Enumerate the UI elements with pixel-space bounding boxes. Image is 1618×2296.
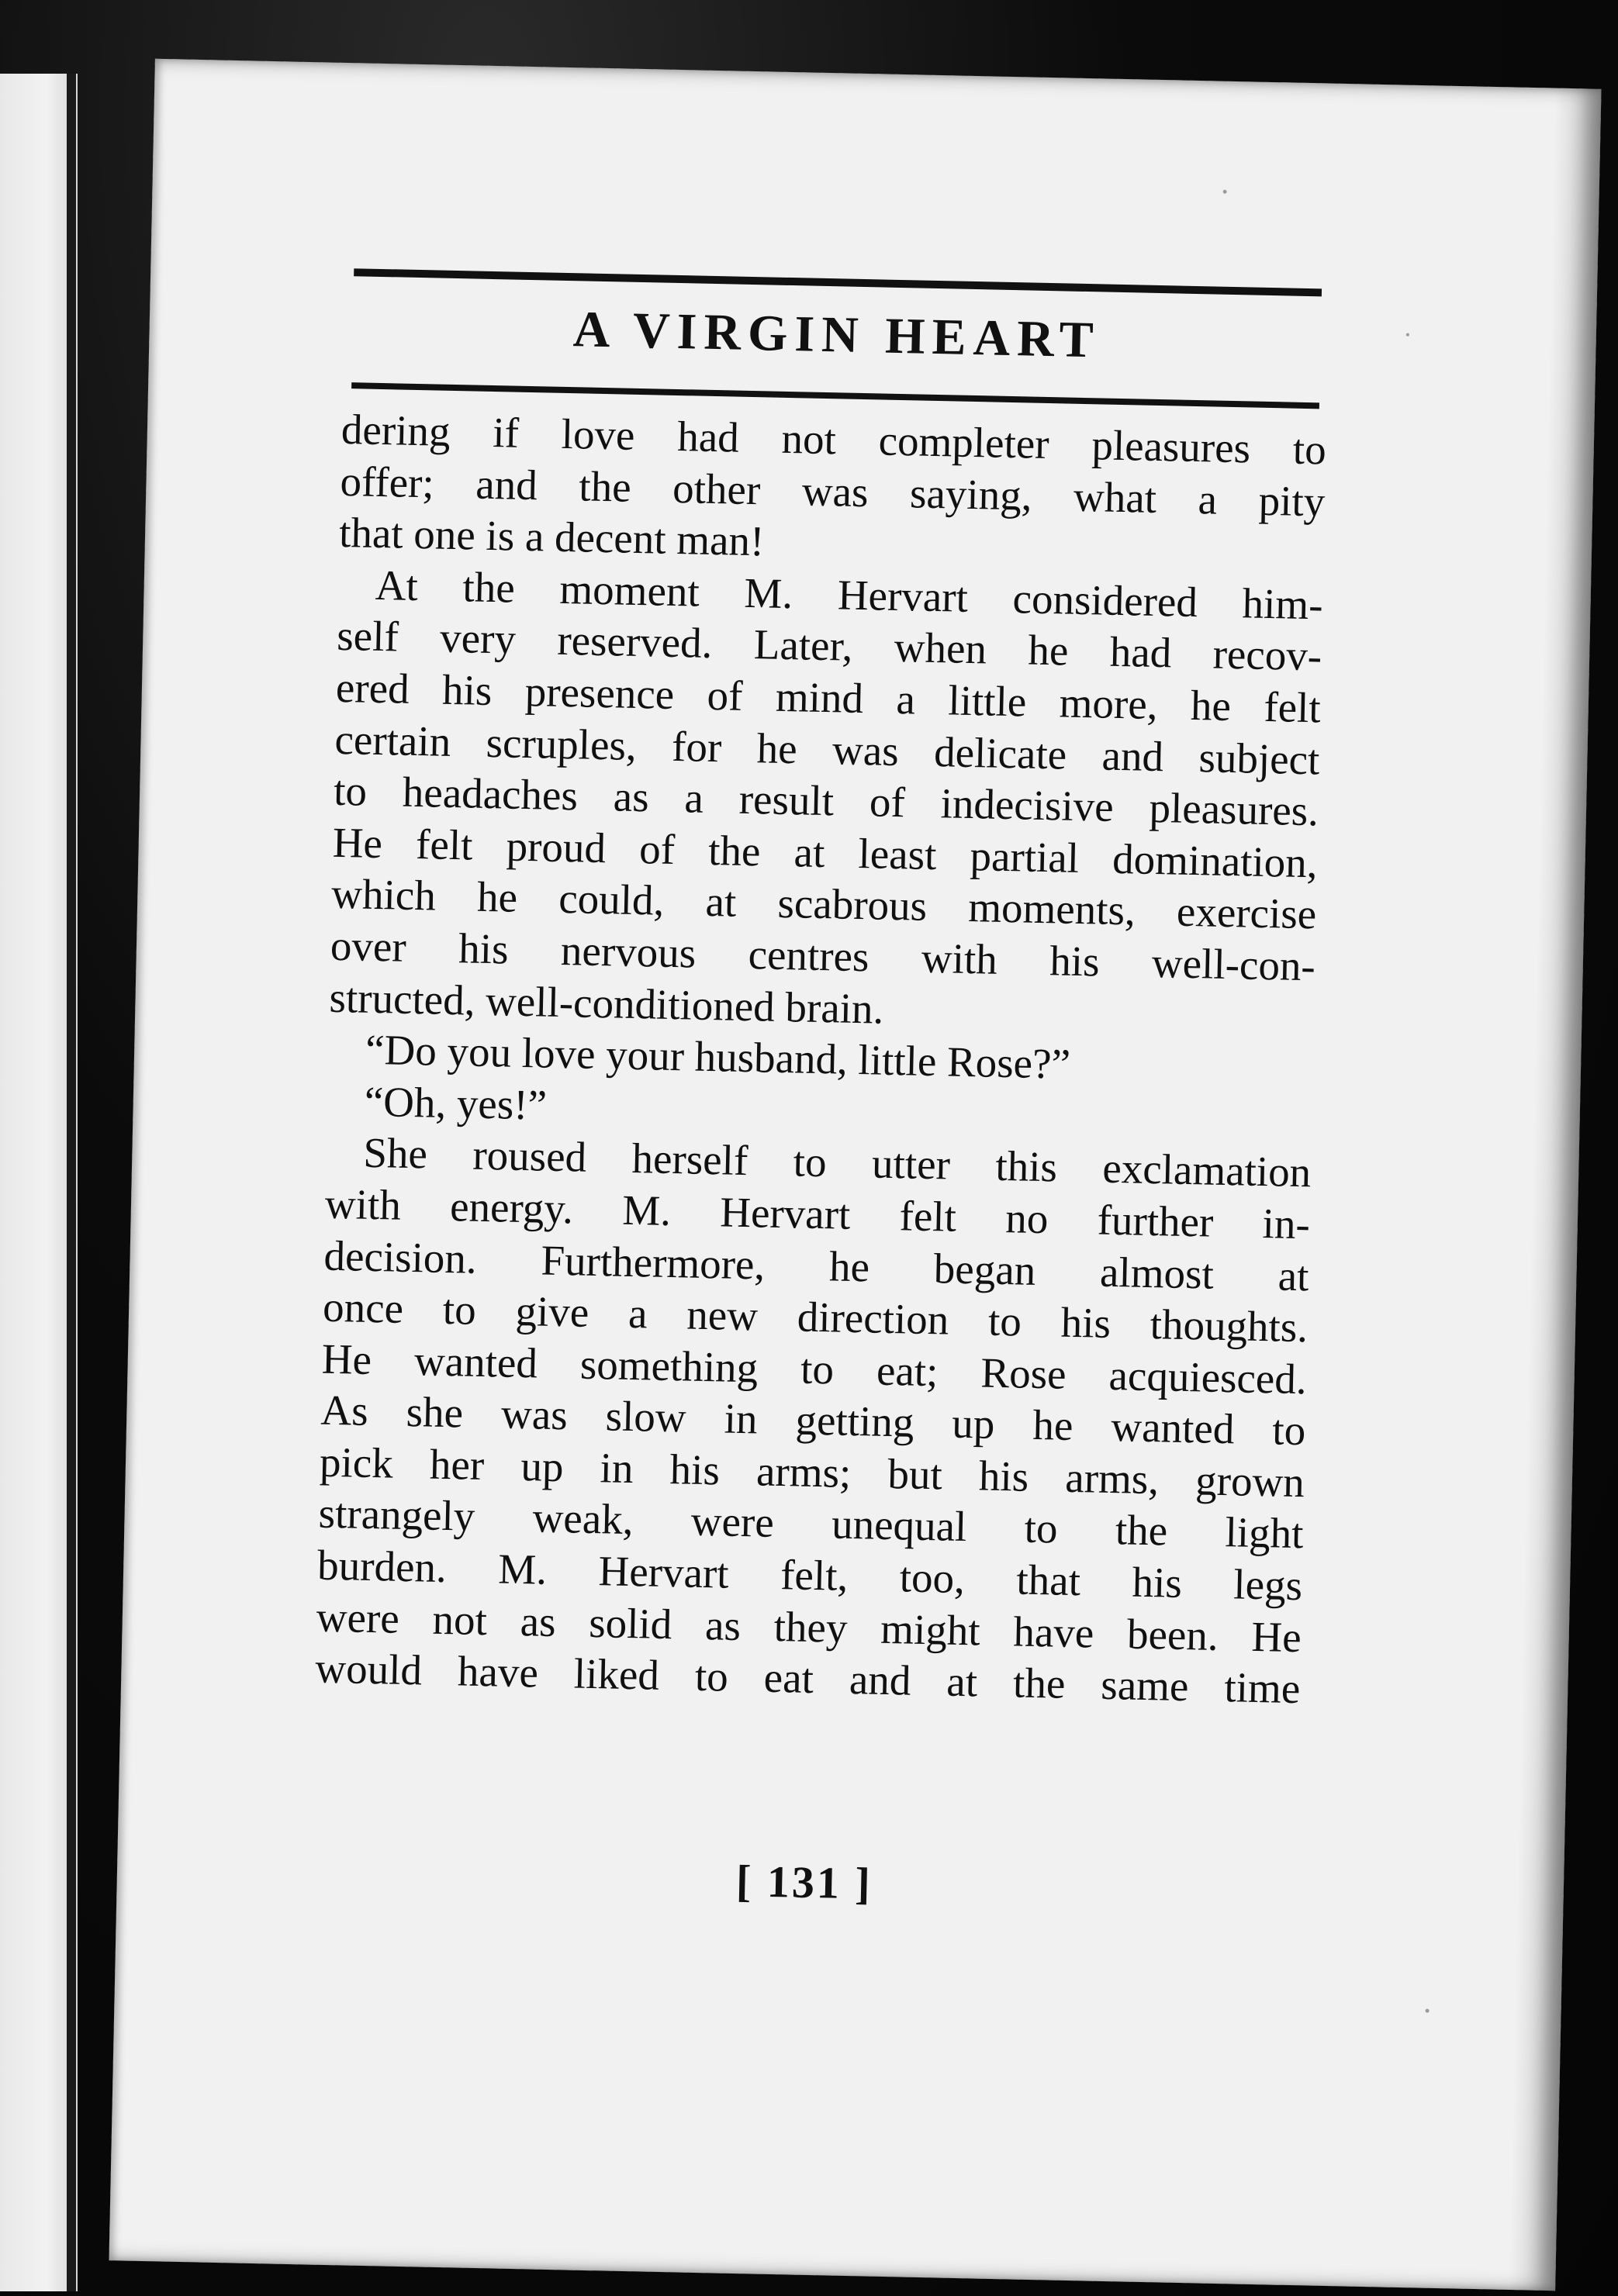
header-rule-top	[354, 268, 1322, 296]
book-page	[109, 59, 1601, 2291]
text-line: dering if love had not completer pleasures to	[341, 405, 1327, 474]
text-line: were not as solid as they might have been. He	[316, 1593, 1302, 1661]
gutter-shadow	[67, 74, 76, 2291]
text-line: self very reserved. Later, when he had recov-	[336, 612, 1322, 680]
text-line: strangely weak, were unequal to the light	[318, 1490, 1305, 1558]
text-line: would have liked to eat and at the same time	[314, 1644, 1301, 1713]
text-line: As she was slow in getting up he wanted to	[320, 1386, 1306, 1455]
text-line: ered his presence of mind a little more, he felt	[335, 663, 1322, 732]
text-line: structed, well-conditioned brain.	[329, 973, 884, 1033]
scan-speck	[1406, 333, 1409, 337]
left-page-edge	[0, 74, 78, 2291]
text-line: over his nervous centres with his well-con-	[330, 921, 1316, 990]
text-line: burden. M. Hervart felt, too, that his legs	[316, 1541, 1303, 1610]
text-line: which he could, at scabrous moments, exercise	[330, 870, 1317, 938]
page-number: [ 131 ]	[735, 1855, 873, 1909]
scan-speck	[1426, 2009, 1430, 2013]
text-line: He felt proud of the at least partial domination,	[332, 818, 1319, 887]
text-line: “Oh, yes!”	[364, 1077, 548, 1129]
text-line: decision. Furthermore, he began almost at	[323, 1231, 1310, 1300]
text-line: certain scruples, for he was delicate and subject	[334, 715, 1320, 783]
running-head: A VIRGIN HEART	[572, 301, 1101, 369]
text-line: pick her up in his arms; but his arms, grown	[319, 1438, 1305, 1507]
text-line: that one is a decent man!	[338, 509, 765, 565]
text-line: offer; and the other was saying, what a pity	[339, 457, 1326, 526]
text-line: She roused herself to utter this exclamation	[362, 1129, 1312, 1196]
header-rule-bottom	[351, 382, 1319, 409]
text-line: once to give a new direction to his thoughts.	[322, 1283, 1309, 1352]
text-line: At the moment M. Hervart considered him-	[375, 561, 1324, 629]
text-line: to headaches as a result of indecisive pleasures.	[333, 766, 1319, 835]
body-text	[315, 404, 1327, 1715]
text-line: He wanted something to eat; Rose acquiesced.	[321, 1334, 1308, 1403]
text-line: with energy. M. Hervart felt no further in-	[324, 1179, 1311, 1248]
scan-speck	[1223, 190, 1227, 194]
text-line: “Do you love your husband, little Rose?”	[365, 1025, 1071, 1088]
